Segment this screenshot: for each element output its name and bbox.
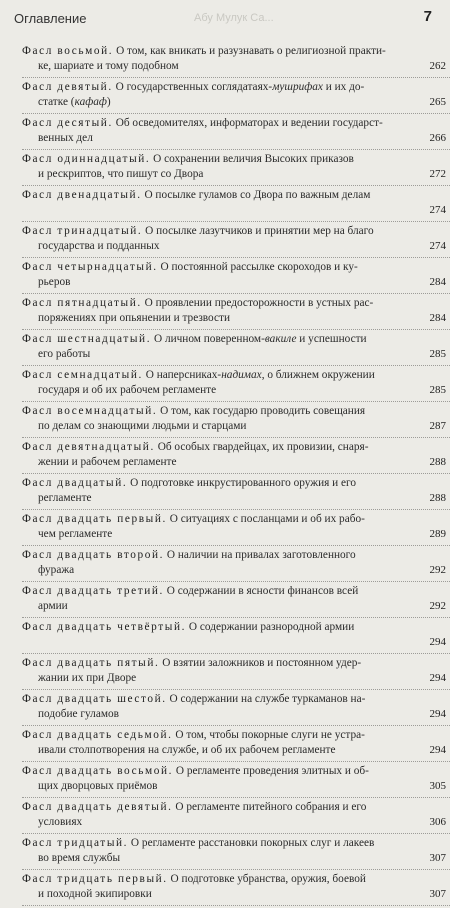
chapter-title-part: государства и подданных — [38, 240, 160, 252]
chapter-title-part: и рескриптов, что пишут со Двора — [38, 168, 204, 180]
toc-entry-line1 — [22, 404, 394, 418]
chapter-title-part: его работы — [38, 348, 91, 360]
toc-entry-line1 — [22, 368, 394, 382]
toc-entry — [22, 440, 450, 476]
toc-entry-line1 — [22, 476, 394, 490]
toc-page-number: 272 — [429, 168, 446, 180]
dotted-separator — [22, 185, 450, 186]
chapter-title-part: О подготовке убранства, оружия, боевой — [167, 873, 366, 885]
section-title: Оглавление — [14, 11, 87, 26]
toc-entry-line2 — [38, 815, 394, 829]
dotted-separator — [22, 473, 450, 474]
toc-page-number: 307 — [429, 852, 446, 864]
chapter-title-part: О регламенте питейного собрания и его — [172, 801, 367, 813]
chapter-title-part: О содержании на службе туркаманов на- — [166, 693, 366, 705]
toc-entry-line2 — [38, 59, 394, 73]
chapter-title-part: по делам со знающими людьми и старцами — [38, 420, 247, 432]
chapter-title-part: во время службы — [38, 852, 121, 864]
chapter-label: Фасл двадцать пятый. — [22, 657, 160, 669]
toc-page-number: 266 — [429, 132, 446, 144]
chapter-title-part: регламенте — [38, 492, 92, 504]
chapter-title-part: О посылке гуламов со Двора по важным делам — [141, 189, 371, 201]
toc-entry — [22, 692, 450, 728]
chapter-title-part: армии — [38, 600, 68, 612]
toc-entry — [22, 764, 450, 800]
toc-entry — [22, 584, 450, 620]
toc-entry — [22, 152, 450, 188]
chapter-title-part: О регламенте расстановки покорных слуг и лакеев — [128, 837, 375, 849]
chapter-label: Фасл восемнадцатый. — [22, 405, 158, 417]
toc-page-number: 305 — [429, 780, 446, 792]
chapter-title-part: О наличии на привалах заготовленного — [164, 549, 356, 561]
chapter-title-part: О регламенте проведения элитных и об- — [173, 765, 369, 777]
dotted-separator — [22, 545, 450, 546]
chapter-label: Фасл семнадцатый. — [22, 369, 143, 381]
page-header — [14, 8, 436, 30]
dotted-separator — [22, 401, 450, 402]
chapter-title-part: и их до- — [322, 81, 365, 93]
toc-entry-line2 — [38, 599, 394, 613]
chapter-label: Фасл тридцать первый. — [22, 873, 168, 885]
toc-entry — [22, 512, 450, 548]
toc-entry — [22, 656, 450, 692]
toc-entry-line1 — [22, 332, 394, 346]
toc-entry-line1 — [22, 44, 394, 58]
chapter-label: Фасл тридцатый. — [22, 837, 129, 849]
toc-entry-line1 — [22, 800, 394, 814]
toc-entry-line1 — [22, 80, 394, 94]
toc-page-number: 288 — [429, 492, 446, 504]
toc-entry — [22, 476, 450, 512]
chapter-title-part: фуража — [38, 564, 75, 576]
toc-entry-line2 — [38, 131, 394, 145]
toc-entry-line1 — [22, 440, 394, 454]
chapter-title-part: О посылке лазутчиков и принятии мер на благо — [142, 225, 374, 237]
chapter-title-term: мушрифах — [272, 81, 323, 93]
chapter-title-part: ) — [106, 96, 111, 108]
toc-entry-line2 — [38, 95, 394, 109]
toc-entry-line2 — [38, 455, 394, 469]
chapter-title-part: О том, как вникать и разузнавать о религиозной практи- — [113, 45, 386, 57]
dotted-separator — [22, 221, 450, 222]
toc-entry-line2 — [38, 851, 394, 865]
chapter-label: Фасл двадцать первый. — [22, 513, 167, 525]
chapter-title-part: поряжениях при опьянении и трезвости — [38, 312, 230, 324]
toc-entry — [22, 260, 450, 296]
toc-entry-line1 — [22, 548, 394, 562]
chapter-title-part: О сохранении величия Высоких приказов — [150, 153, 354, 165]
chapter-label: Фасл двенадцатый. — [22, 189, 142, 201]
toc-page-number: 285 — [429, 348, 446, 360]
chapter-title-part: О ситуациях с посланцами и об их рабо- — [166, 513, 365, 525]
toc-entry-line2 — [38, 347, 394, 361]
chapter-title-part: рьеров — [38, 276, 71, 288]
dotted-separator — [22, 725, 450, 726]
toc-entry — [22, 224, 450, 260]
toc-entry-line2 — [38, 671, 394, 685]
dotted-separator — [22, 653, 450, 654]
chapter-title-part: условиях — [38, 816, 83, 828]
chapter-label: Фасл двадцать второй. — [22, 549, 165, 561]
chapter-title-part: жении и рабочем регламенте — [38, 456, 177, 468]
toc-entry-line1 — [22, 260, 394, 274]
toc-entry — [22, 296, 450, 332]
chapter-title-part: Об осведомителях, информаторах и ведении государст- — [112, 117, 383, 129]
toc-entry — [22, 80, 450, 116]
toc-entry-line1 — [22, 728, 394, 742]
toc-entry-line2 — [38, 707, 394, 721]
toc-entry-line1 — [22, 836, 394, 850]
chapter-title-part: жании их при Дворе — [38, 672, 137, 684]
toc-page-number: 292 — [429, 600, 446, 612]
chapter-title-part: ке, шариате и тому подобном — [38, 60, 179, 72]
chapter-label: Фасл девятнадцатый. — [22, 441, 155, 453]
dotted-separator — [22, 617, 450, 618]
chapter-label: Фасл девятый. — [22, 81, 113, 93]
toc-entry-line1 — [22, 512, 394, 526]
toc-page-number: 294 — [429, 708, 446, 720]
toc-page-number: 285 — [429, 384, 446, 396]
toc-entry-line2 — [38, 743, 394, 757]
toc-entry-line2 — [38, 275, 394, 289]
chapter-title-part: подобие гуламов — [38, 708, 119, 720]
toc-entry-line1 — [22, 224, 394, 238]
toc-entry-line1 — [22, 188, 394, 202]
dotted-separator — [22, 365, 450, 366]
chapter-label: Фасл четырнадцатый. — [22, 261, 158, 273]
chapter-title-term: надимах — [221, 369, 262, 381]
toc-entry-line2 — [38, 563, 394, 577]
toc-page-number: 294 — [429, 744, 446, 756]
toc-entry-line1 — [22, 764, 394, 778]
chapter-label: Фасл шестнадцатый. — [22, 333, 152, 345]
toc-entry — [22, 368, 450, 404]
chapter-label: Фасл одиннадцатый. — [22, 153, 151, 165]
toc-page-number: 265 — [429, 96, 446, 108]
page-number: 7 — [423, 8, 432, 25]
toc-page-number: 287 — [429, 420, 446, 432]
chapter-label: Фасл десятый. — [22, 117, 113, 129]
toc-entry-line2 — [38, 239, 394, 253]
dotted-separator — [22, 329, 450, 330]
toc-entry — [22, 620, 450, 656]
toc-page-number: 274 — [429, 240, 446, 252]
dotted-separator — [22, 77, 450, 78]
toc-entry-line1 — [22, 872, 394, 886]
toc-entry-line1 — [22, 656, 394, 670]
dotted-separator — [22, 869, 450, 870]
chapter-title-part: О постоянной рассылке скороходов и ку- — [157, 261, 358, 273]
toc-entry — [22, 44, 450, 80]
chapter-label: Фасл пятнадцатый. — [22, 297, 142, 309]
chapter-title-part: щих дворцовых приёмов — [38, 780, 158, 792]
chapter-label: Фасл двадцать седьмой. — [22, 729, 173, 741]
dotted-separator — [22, 113, 450, 114]
toc-entry — [22, 548, 450, 584]
bleed-through-text: Абу Мулук Са... — [194, 12, 274, 24]
chapter-title-part: государя и об их рабочем регламенте — [38, 384, 217, 396]
chapter-title-part: чем регламенте — [38, 528, 113, 540]
chapter-label: Фасл восьмой. — [22, 45, 114, 57]
chapter-title-part: О том, чтобы покорные слуги не устра- — [172, 729, 365, 741]
toc-entry-line2 — [38, 311, 394, 325]
toc-entry — [22, 116, 450, 152]
chapter-label: Фасл двадцатый. — [22, 477, 128, 489]
chapter-title-part: Об особых гвардейцах, их провизии, снаря- — [154, 441, 369, 453]
toc-entry — [22, 728, 450, 764]
chapter-title-part: О наперсниках- — [142, 369, 222, 381]
chapter-title-part: О проявлении предосторожности в устных рас- — [141, 297, 374, 309]
dotted-separator — [22, 257, 450, 258]
toc-page-number: 284 — [429, 276, 446, 288]
toc-page-number: 274 — [429, 204, 446, 216]
chapter-label: Фасл тринадцатый. — [22, 225, 143, 237]
chapter-label: Фасл двадцать девятый. — [22, 801, 173, 813]
toc-page-number: 284 — [429, 312, 446, 324]
chapter-title-term: кафаф — [74, 96, 107, 108]
dotted-separator — [22, 509, 450, 510]
toc-page-number: 307 — [429, 888, 446, 900]
toc-entry-line2 — [38, 887, 394, 901]
chapter-title-part: , о ближнем окружении — [261, 369, 375, 381]
toc-entry — [22, 800, 450, 836]
toc-entry-line2 — [38, 167, 394, 181]
toc-entry — [22, 188, 450, 224]
toc-entry-line2 — [38, 491, 394, 505]
dotted-separator — [22, 581, 450, 582]
chapter-title-part: О взятии заложников и постоянном удер- — [159, 657, 362, 669]
toc-entry — [22, 836, 450, 872]
toc-entry — [22, 404, 450, 440]
toc-entry-line2 — [38, 527, 394, 541]
dotted-separator — [22, 689, 450, 690]
chapter-title-part: и походной экипировки — [38, 888, 152, 900]
chapter-title-part: ивали столпотворения на службе, и об их рабочем регламенте — [38, 744, 336, 756]
dotted-separator — [22, 761, 450, 762]
chapter-title-part: статке ( — [38, 96, 75, 108]
table-of-contents — [22, 44, 450, 908]
chapter-label: Фасл двадцать шестой. — [22, 693, 167, 705]
toc-page-number: 292 — [429, 564, 446, 576]
toc-entry-line1 — [22, 296, 394, 310]
chapter-label: Фасл двадцать восьмой. — [22, 765, 174, 777]
chapter-title-part: и успешности — [296, 333, 367, 345]
dotted-separator — [22, 797, 450, 798]
toc-page-number: 306 — [429, 816, 446, 828]
toc-entry-line1 — [22, 620, 394, 634]
toc-entry-line1 — [22, 116, 394, 130]
toc-page-number: 262 — [429, 60, 446, 72]
chapter-title-term: вакиле — [264, 333, 297, 345]
toc-entry-line2 — [38, 383, 394, 397]
chapter-label: Фасл двадцать четвёртый. — [22, 621, 187, 633]
dotted-separator — [22, 833, 450, 834]
dotted-separator — [22, 149, 450, 150]
chapter-title-part: венных дел — [38, 132, 93, 144]
chapter-title-part: О подготовке инкрустированного оружия и его — [127, 477, 357, 489]
chapter-title-part: О личном поверенном- — [151, 333, 265, 345]
toc-entry-line2 — [38, 419, 394, 433]
dotted-separator — [22, 293, 450, 294]
chapter-label: Фасл двадцать третий. — [22, 585, 164, 597]
toc-entry-line1 — [22, 584, 394, 598]
toc-entry — [22, 332, 450, 368]
toc-entry-line1 — [22, 692, 394, 706]
toc-entry-line2 — [38, 779, 394, 793]
chapter-title-part: О содержании разнородной армии — [186, 621, 355, 633]
chapter-title-part: О том, как государю проводить совещания — [157, 405, 366, 417]
dotted-separator — [22, 905, 450, 906]
toc-entry-line1 — [22, 152, 394, 166]
dotted-separator — [22, 437, 450, 438]
toc-entry — [22, 872, 450, 908]
toc-page-number: 294 — [429, 636, 446, 648]
toc-page-number: 288 — [429, 456, 446, 468]
toc-page-number: 289 — [429, 528, 446, 540]
chapter-title-part: О содержании в ясности финансов всей — [163, 585, 359, 597]
toc-page-number: 294 — [429, 672, 446, 684]
chapter-title-part: О государственных соглядатаях- — [112, 81, 273, 93]
